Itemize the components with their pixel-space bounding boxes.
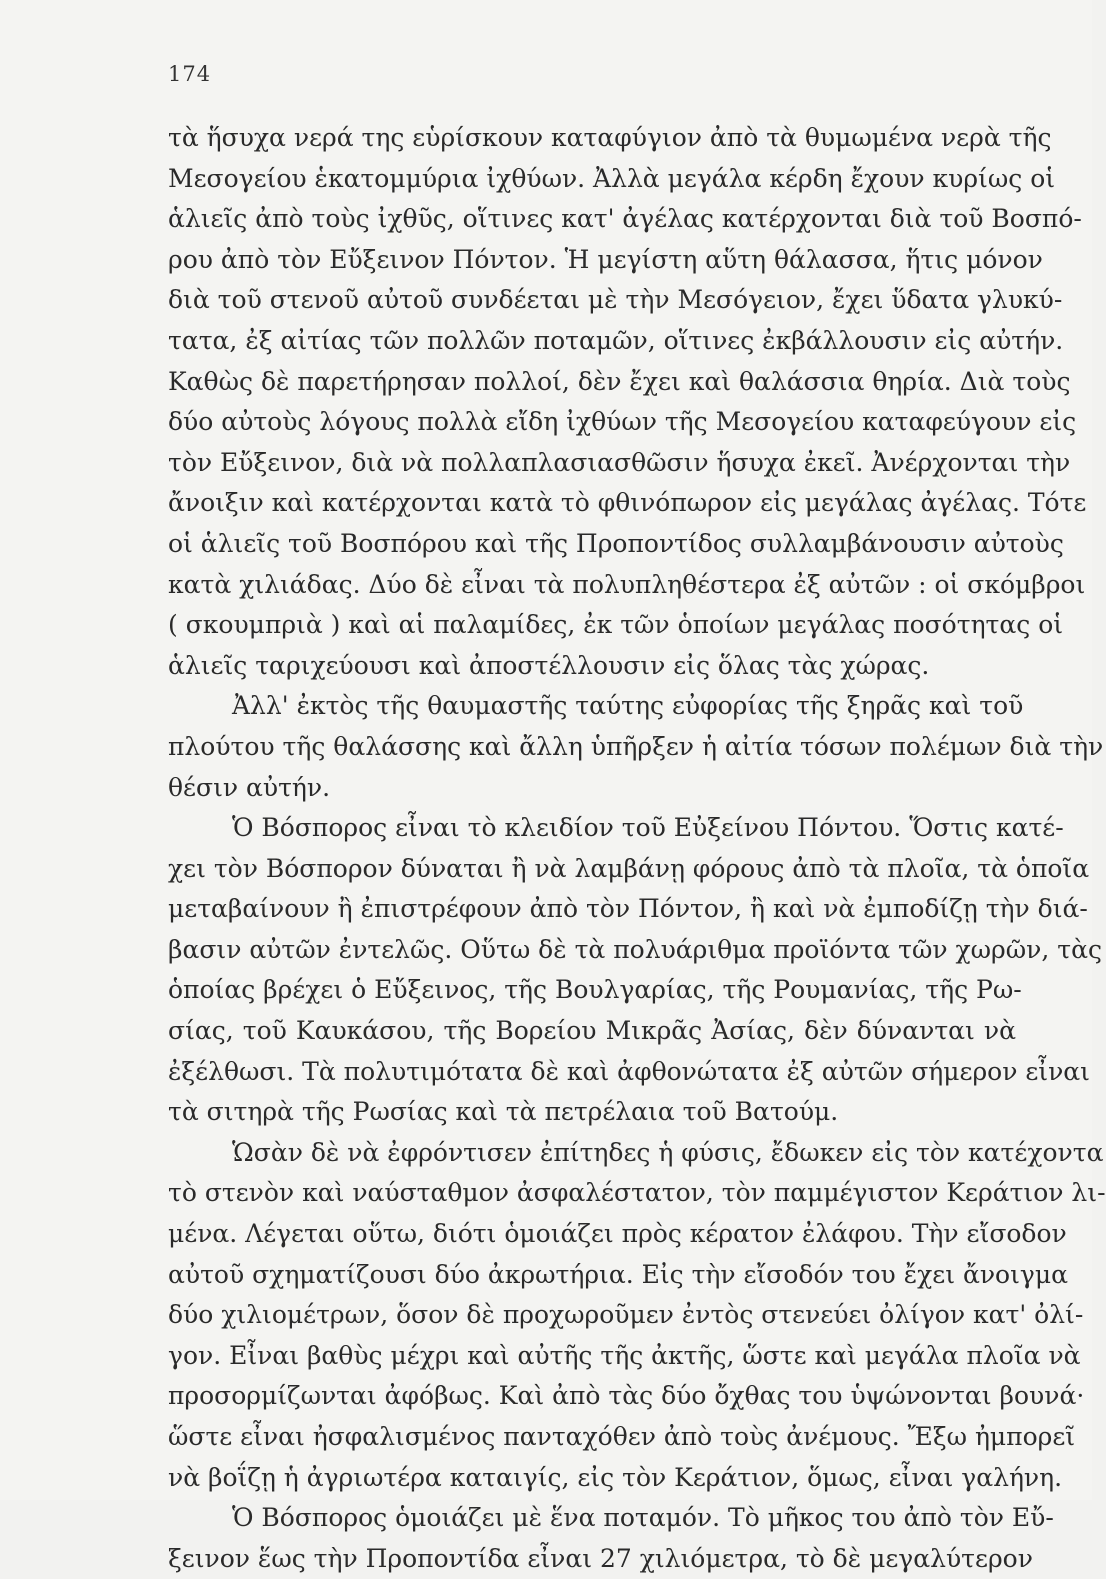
- text-line: σίας, τοῦ Καυκάσου, τῆς Βορείου Μικρᾶς Ἀσίας, δὲν δύνανται νὰ: [168, 1016, 1016, 1046]
- text-line: διὰ τοῦ στενοῦ αὐτοῦ συνδέεται μὲ τὴν Μεσόγειον, ἔχει ὕδατα γλυκύ-: [168, 285, 1063, 315]
- text-line: προσορμίζωνται ἀφόβως. Καὶ ἀπὸ τὰς δύο ὄχθας του ὑψώνονται βουνά·: [168, 1381, 1085, 1411]
- text-line: Ὁ Βόσπορος ὁμοιάζει μὲ ἕνα ποταμόν. Τὸ μῆκος του ἀπὸ τὸν Εὔ-: [232, 1503, 1054, 1533]
- text-line: ὥστε εἶναι ἠσφαλισμένος πανταχόθεν ἀπὸ τοὺς ἀνέμους. Ἔξω ἠμπορεῖ: [168, 1422, 1076, 1451]
- text-line: Ἀλλ' ἐκτὸς τῆς θαυμαστῆς ταύτης εὐφορίας τῆς ξηρᾶς καὶ τοῦ: [232, 691, 1024, 721]
- text-line: ἁλιεῖς ἀπὸ τοὺς ἰχθῦς, οἵτινες κατ' ἀγέλας κατέρχονται διὰ τοῦ Βοσπό-: [168, 204, 1082, 234]
- text-line: πλούτου τῆς θαλάσσης καὶ ἄλλη ὑπῆρξεν ἡ αἰτία τόσων πολέμων διὰ τὴν: [168, 731, 1104, 761]
- body-text: [168, 118, 1106, 1579]
- text-line: βασιν αὐτῶν ἐντελῶς. Οὕτω δὲ τὰ πολυάριθμα προϊόντα τῶν χωρῶν, τὰς: [168, 934, 1102, 964]
- text-line: κατὰ χιλιάδας. Δύο δὲ εἶναι τὰ πολυπληθέστερα ἐξ αὐτῶν : οἱ σκόμβροι: [168, 569, 1086, 599]
- text-line: οἱ ἁλιεῖς τοῦ Βοσπόρου καὶ τῆς Προποντίδος συλλαμβάνουσιν αὐτοὺς: [168, 528, 1064, 558]
- text-line: Ὡσὰν δὲ νὰ ἐφρόντισεν ἐπίτηδες ἡ φύσις, ἔδωκεν εἰς τὸν κατέχοντα: [232, 1137, 1104, 1167]
- text-line: ξεινον ἕως τὴν Προποντίδα εἶναι 27 χιλιόμετρα, τὸ δὲ μεγαλύτερον: [168, 1543, 1033, 1573]
- text-line: ἄνοιξιν καὶ κατέρχονται κατὰ τὸ φθινόπωρον εἰς μεγάλας ἀγέλας. Τότε: [168, 488, 1087, 518]
- text-line: μένα. Λέγεται οὕτω, διότι ὁμοιάζει πρὸς κέρατον ἐλάφου. Τὴν εἴσοδον: [168, 1219, 1067, 1249]
- text-line: ( σκουμπριὰ ) καὶ αἱ παλαμίδες, ἐκ τῶν ὁποίων μεγάλας ποσότητας οἱ: [168, 610, 1064, 640]
- text-line: ἁλιεῖς ταριχεύουσι καὶ ἀποστέλλουσιν εἰς ὅλας τὰς χώρας.: [168, 650, 930, 680]
- text-line: μεταβαίνουν ἢ ἐπιστρέφουν ἀπὸ τὸν Πόντον, ἢ καὶ νὰ ἐμποδίζῃ τὴν διά-: [168, 894, 1088, 924]
- text-line: Μεσογείου ἑκατομμύρια ἰχθύων. Ἀλλὰ μεγάλα κέρδη ἔχουν κυρίως οἱ: [168, 163, 1056, 193]
- text-line: νὰ βοΐζῃ ἡ ἀγριωτέρα καταιγίς, εἰς τὸν Κεράτιον, ὅμως, εἶναι γαλήνη.: [168, 1462, 1063, 1492]
- text-line: ἐξέλθωσι. Τὰ πολυτιμότατα δὲ καὶ ἀφθονώτατα ἐξ αὐτῶν σήμερον εἶναι: [168, 1056, 1090, 1086]
- text-line: τὸ στενὸν καὶ ναύσταθμον ἀσφαλέστατον, τὸν παμμέγιστον Κεράτιον λι-: [168, 1178, 1106, 1208]
- text-line: αὐτοῦ σχηματίζουσι δύο ἀκρωτήρια. Εἰς τὴν εἴσοδόν του ἔχει ἄνοιγμα: [168, 1259, 1068, 1289]
- text-line: ὁποίας βρέχει ὁ Εὔξεινος, τῆς Βουλγαρίας, τῆς Ρουμανίας, τῆς Ρω-: [168, 975, 1022, 1005]
- text-line: δύο χιλιομέτρων, ὅσον δὲ προχωροῦμεν ἐντὸς στενεύει ὀλίγον κατ' ὀλί-: [168, 1300, 1084, 1330]
- page-number: 174: [168, 62, 212, 86]
- text-line: τὸν Εὔξεινον, διὰ νὰ πολλαπλασιασθῶσιν ἥσυχα ἐκεῖ. Ἀνέρχονται τὴν: [168, 447, 1071, 477]
- text-line: τατα, ἐξ αἰτίας τῶν πολλῶν ποταμῶν, οἵτινες ἐκβάλλουσιν εἰς αὐτήν.: [168, 325, 1064, 355]
- text-line: θέσιν αὐτήν.: [168, 772, 331, 802]
- text-line: Ὁ Βόσπορος εἶναι τὸ κλειδίον τοῦ Εὐξείνου Πόντου. Ὅστις κατέ-: [232, 813, 1064, 843]
- text-line: γον. Εἶναι βαθὺς μέχρι καὶ αὐτῆς τῆς ἀκτῆς, ὥστε καὶ μεγάλα πλοῖα νὰ: [168, 1340, 1081, 1370]
- text-line: τὰ σιτηρὰ τῆς Ρωσίας καὶ τὰ πετρέλαια τοῦ Βατούμ.: [168, 1097, 839, 1127]
- text-line: τὰ ἥσυχα νερά της εὑρίσκουν καταφύγιον ἀπὸ τὰ θυμωμένα νερὰ τῆς: [168, 123, 1052, 152]
- text-line: δύο αὐτοὺς λόγους πολλὰ εἴδη ἰχθύων τῆς Μεσογείου καταφεύγουν εἰς: [168, 407, 1077, 437]
- text-line: χει τὸν Βόσπορον δύναται ἢ νὰ λαμβάνῃ φόρους ἀπὸ τὰ πλοῖα, τὰ ὁποῖα: [168, 853, 1090, 883]
- text-line: ρου ἀπὸ τὸν Εὔξεινον Πόντον. Ἡ μεγίστη αὕτη θάλασσα, ἥτις μόνον: [168, 244, 1043, 274]
- text-line: Καθὼς δὲ παρετήρησαν πολλοί, δὲν ἔχει καὶ θαλάσσια θηρία. Διὰ τοὺς: [168, 366, 1071, 396]
